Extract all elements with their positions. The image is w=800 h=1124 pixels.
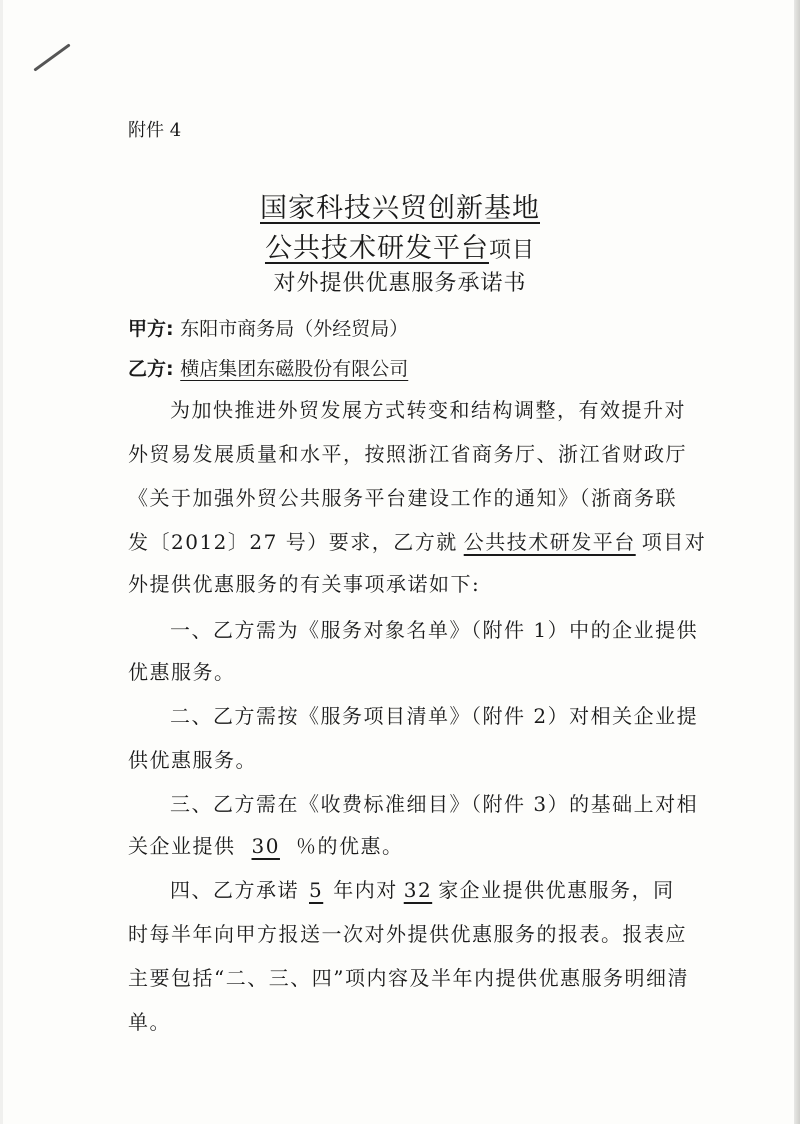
- intro-line-5: 外提供优惠服务的有关事项承诺如下:: [128, 572, 481, 596]
- intro-line-4-post: 项目对: [641, 530, 707, 554]
- party-b: [128, 354, 408, 381]
- item-1-line-1: 一、乙方需为《服务对象名单》（附件 1）中的企业提供: [170, 618, 699, 642]
- party-a-label: 甲方:: [128, 318, 174, 340]
- item-2-line-2: 供优惠服务。: [128, 748, 257, 772]
- item-4-b: 年内对: [333, 878, 398, 902]
- item-4-c: 家企业提供优惠服务，同: [438, 878, 675, 902]
- title-line-2: [0, 226, 800, 265]
- item-4-a: 四、乙方承诺: [170, 878, 299, 902]
- staple-mark: [33, 43, 70, 71]
- party-b-name: 横店集团东磁股份有限公司: [180, 358, 409, 380]
- page-edge-left: [0, 0, 3, 1124]
- discount-percent-fill: 30: [251, 834, 280, 858]
- page-edge-right: [794, 0, 800, 1124]
- intro-line-3: 《关于加强外贸公共服务平台建设工作的通知》（浙商务联: [128, 486, 677, 510]
- item-3-line-2: [128, 830, 403, 859]
- intro-line-2: 外贸易发展质量和水平，按照浙江省商务厅、浙江省财政厅: [128, 442, 687, 466]
- company-count-fill: 32: [403, 878, 433, 902]
- item-4-line-4: 单。: [128, 1010, 171, 1034]
- item-4-line-2: 时每半年向甲方报送一次对外提供优惠服务的报表。报表应: [128, 922, 687, 946]
- title-line-2-main: 公共技术研发平台: [264, 233, 489, 264]
- item-4-line-1: [170, 874, 675, 903]
- intro-line-1: 为加快推进外贸发展方式转变和结构调整，有效提升对: [170, 398, 686, 422]
- party-b-label: 乙方:: [128, 358, 174, 380]
- item-3-post: ％的优惠。: [295, 834, 404, 858]
- title-line-1: 国家科技兴贸创新基地: [260, 193, 540, 224]
- party-a-name: 东阳市商务局（外经贸局）: [180, 318, 409, 340]
- attachment-label: 附件 4: [128, 120, 182, 141]
- title-line-3: 对外提供优惠服务承诺书: [273, 271, 527, 296]
- platform-name-fill: 公共技术研发平台: [463, 530, 636, 554]
- item-4-line-3: 主要包括“二、三、四”项内容及半年内提供优惠服务明细清: [128, 966, 689, 990]
- item-3-pre: 关企业提供: [128, 834, 236, 858]
- item-1-line-2: 优惠服务。: [128, 660, 236, 684]
- item-3-line-1: 三、乙方需在《收费标准细目》（附件 3）的基础上对相: [170, 792, 699, 816]
- intro-line-4: [128, 526, 706, 555]
- title-line-2-suffix: 项目: [488, 238, 535, 263]
- intro-line-4-pre: 发〔2012〕27 号）要求，乙方就: [128, 530, 458, 554]
- years-fill: 5: [309, 878, 324, 902]
- party-a: [128, 314, 408, 341]
- item-2-line-1: 二、乙方需按《服务项目清单》（附件 2）对相关企业提: [170, 704, 699, 728]
